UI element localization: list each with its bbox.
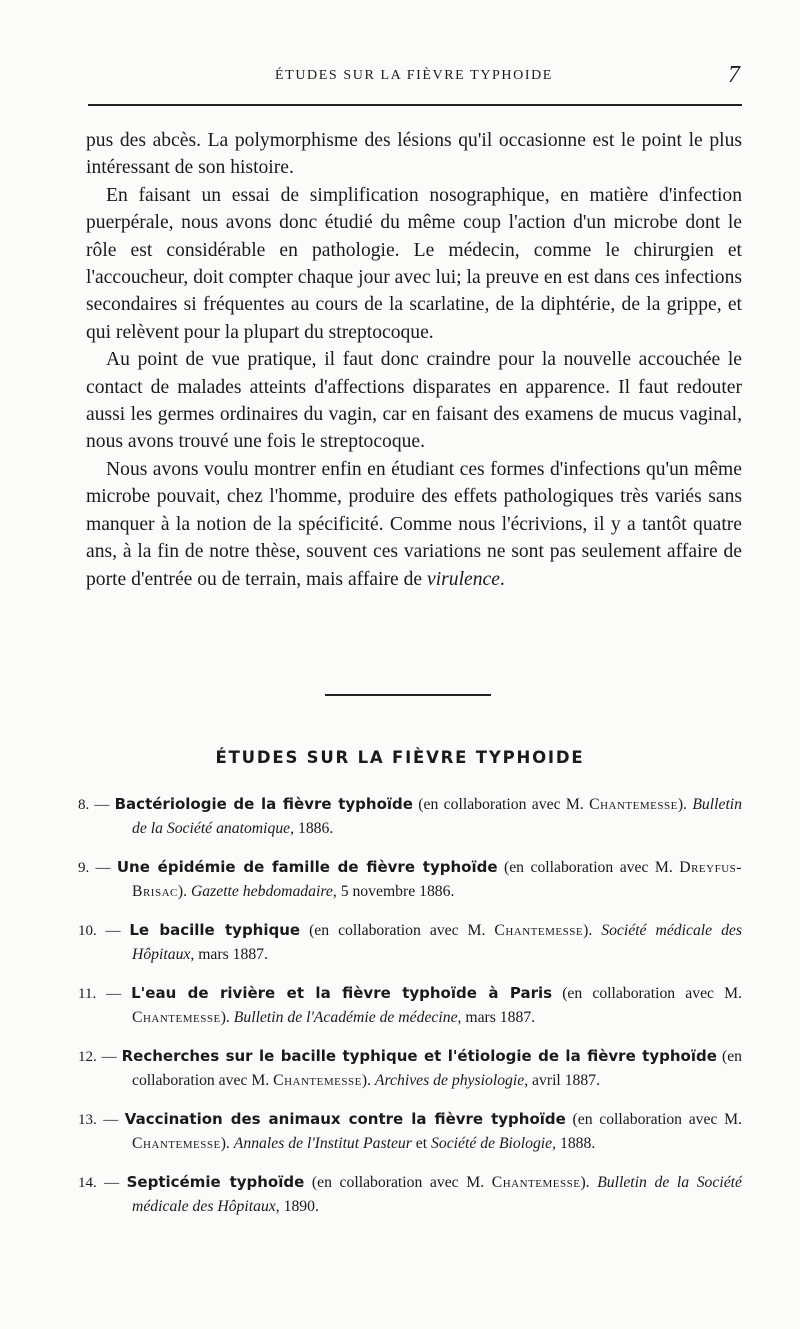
- bibliography-entry: [78, 1107, 742, 1156]
- header-rule: [88, 104, 742, 106]
- entry-collaborator: Chantemesse: [491, 1174, 581, 1191]
- entry-collaborator: Chantemesse: [132, 1009, 221, 1026]
- entry-and: et: [411, 1135, 432, 1152]
- entry-publication: Archives de physiologie: [374, 1072, 525, 1089]
- entry-collab: (en collaboration avec M.: [565, 1111, 742, 1128]
- entry-collab: (en collaboration avec M.: [552, 985, 742, 1002]
- entry-number: 10.: [78, 923, 97, 939]
- paragraph: Au point de vue pratique, il faut donc craindre pour la nouvelle accouchée le contact de malades atteints d'affections disparates en apparence. Il faut redouter aussi les germes ordinaires du vagin, car en faisant des examens de mucus vaginal, nous avons trouvé une fois le streptocoque.: [86, 349, 742, 453]
- entry-collab: (en collaboration avec M.: [497, 859, 680, 876]
- entry-collaborator: Chantemesse: [132, 1135, 221, 1152]
- entry-number: 12.: [78, 1049, 97, 1065]
- entry-number: 14.: [78, 1175, 97, 1191]
- entry-number: 11.: [78, 986, 97, 1002]
- bibliography-entry: [78, 792, 742, 841]
- entry-publication: Gazette hebdomadaire: [190, 883, 333, 900]
- entry-date: , mars 1887.: [190, 946, 268, 963]
- entry-title: Une épidémie de famille de fièvre typhoïde: [116, 858, 498, 876]
- entry-sep: ).: [220, 1009, 234, 1026]
- entry-date: , avril 1887.: [524, 1072, 601, 1089]
- entry-number: 8.: [78, 797, 90, 813]
- entry-sep: ).: [677, 796, 693, 813]
- entry-sep: ).: [580, 1174, 598, 1191]
- entry-sep: ).: [583, 922, 602, 939]
- paragraph: [86, 456, 742, 593]
- paragraph-end: .: [499, 568, 505, 590]
- entry-publication: Société médicale des Hôpitaux: [132, 922, 742, 963]
- entry-sep: ).: [177, 883, 191, 900]
- entry-collaborator: Dreyfus-Brisac: [132, 859, 742, 900]
- running-title: ÉTUDES SUR LA FIÈVRE TYPHOIDE: [275, 68, 553, 83]
- entry-date: , 1890.: [275, 1198, 319, 1215]
- bibliography-entry: [78, 981, 742, 1030]
- entry-title: Bactériologie de la fièvre typhoïde: [114, 795, 413, 813]
- entry-dash: —: [96, 1175, 127, 1191]
- entry-dash: —: [96, 1112, 125, 1128]
- entry-collab: (en collaboration avec M.: [304, 1174, 492, 1191]
- entry-publication: Bulletin de l'Académie de médecine: [233, 1009, 458, 1026]
- body-text: [86, 127, 742, 593]
- entry-dash: —: [89, 860, 117, 876]
- entry-collab: (en collaboration avec M.: [132, 1048, 743, 1089]
- paragraph-text: Nous avons voulu montrer enfin en étudiant ces formes d'infections qu'un même microbe pouvait, chez l'homme, produire des effets pathologiques très variés sans manquer à la notion de la spécificité. Comme nous l'écrivions, il y a tantôt quatre ans, à la fin de notre thèse, souvent ces variations ne sont pas seulement affaire de porte d'entrée ou de terrain, mais affaire de: [86, 458, 742, 590]
- entry-collaborator: Chantemesse: [494, 922, 584, 939]
- section-separator: [325, 694, 491, 696]
- page-number: 7: [728, 62, 740, 88]
- entry-number: 13.: [78, 1112, 97, 1128]
- emphasis-word: virulence: [427, 568, 500, 590]
- entry-sep: ).: [220, 1135, 234, 1152]
- entry-dash: —: [96, 923, 130, 939]
- entry-date: , mars 1887.: [457, 1009, 536, 1026]
- bibliography-entry: [78, 855, 742, 904]
- entry-publication: Bulletin de la Société anatomique: [132, 796, 743, 837]
- entry-sep: ).: [361, 1072, 375, 1089]
- running-head: [88, 62, 740, 92]
- entry-collab: (en collaboration avec M.: [412, 796, 590, 813]
- entry-collaborator: Chantemesse: [273, 1072, 362, 1089]
- entry-collab: (en collaboration avec M.: [300, 922, 495, 939]
- entry-number: 9.: [78, 860, 90, 876]
- entry-title: Recherches sur le bacille typhique et l'étiologie de la fièvre typhoïde: [121, 1047, 717, 1065]
- bibliography-entry: [78, 918, 742, 967]
- entry-publication: Bulletin de la Société médicale des Hôpitaux: [132, 1174, 742, 1215]
- entry-title: Vaccination des animaux contre la fièvre typhoïde: [124, 1110, 566, 1128]
- entry-title: Septicémie typhoïde: [126, 1173, 305, 1191]
- entry-dash: —: [89, 797, 115, 813]
- paragraph: pus des abcès. La polymorphisme des lésions qu'il occasionne est le point le plus intéressant de son histoire.: [86, 130, 742, 179]
- entry-dash: —: [96, 1049, 122, 1065]
- entry-publication-2: Société de Biologie: [431, 1135, 553, 1152]
- bibliography-entry: [78, 1170, 742, 1219]
- paragraph: En faisant un essai de simplification nosographique, en matière d'infection puerpérale, nous avons donc étudié du même coup l'action d'un microbe dont le rôle est considérable en pathologie. Le médecin, comme le chirurgien et l'accoucheur, doit compter chaque jour avec lui; la preuve en est dans ces infections secondaires si fréquentes au cours de la scarlatine, de la diphtérie, de la grippe, et qui relèvent pour la plupart du streptocoque.: [86, 184, 742, 343]
- entry-title: Le bacille typhique: [129, 921, 301, 939]
- entry-title: L'eau de rivière et la fièvre typhoïde à Paris: [131, 984, 553, 1002]
- entry-date: , 5 novembre 1886.: [332, 883, 455, 900]
- entry-dash: —: [96, 986, 132, 1002]
- section-title: ÉTUDES SUR LA FIÈVRE TYPHOIDE: [215, 748, 585, 767]
- entry-date: , 1888.: [552, 1135, 596, 1152]
- bibliography-entry: [78, 1044, 742, 1093]
- entry-date: , 1886.: [290, 820, 334, 837]
- entry-publication: Annales de l'Institut Pasteur: [233, 1135, 412, 1152]
- entry-collaborator: Chantemesse: [589, 796, 678, 813]
- bibliography-list: [78, 792, 742, 1233]
